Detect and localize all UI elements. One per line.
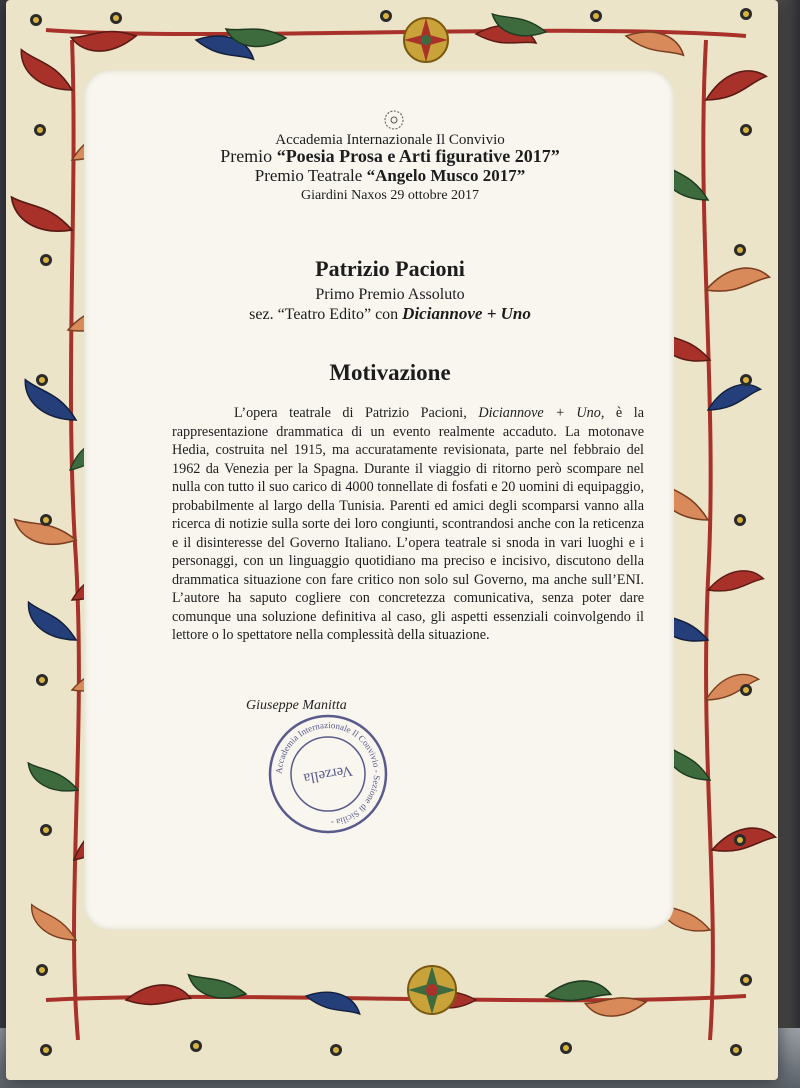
award-title: Primo Premio Assoluto	[315, 286, 465, 303]
place-date: Giardini Naxos 29 ottobre 2017	[300, 188, 480, 203]
award-section: sez. “Teatro Edito” con Diciannove + Uno	[249, 304, 531, 323]
motivation-heading: Motivazione	[329, 360, 451, 385]
motivation-body: L’opera teatrale di Patrizio Pacioni, Diciannove + Uno, è la rappresentazione drammatica di un evento realmente accaduto. La motonave Hedia, costruita nel 1915, ma accuratamente revisionata, parte nel febbraio del 1962 da Venezia per la Spagna. Durante il viaggio di ritorno però scompare nel nulla con tutto il suo carico di 4000 tonnellate di fosfati e 20 uomini di equipaggio, probabilmente al largo della Tunisia. Parenti ed amici degli scomparsi vanno alla ricerca di notizie sulla sorte dei loro congiunti, scontrandosi anche con la reticenza e il disinteresse del Governo Italiano. L’opera teatrale si snoda in vari luoghi e i personaggi, con un linguaggio quotidiano ma preciso e incisivo, discutono della drammatica situazione con fare critico non solo sul Governo, ma anche sull’ENI. L’autore ha saputo cogliere con concretezza comunicativa, senza poter dare comunque una soluzione definitiva al caso, gli aspetti essenziali coinvolgendo il lettore o lo spettatore nella complessità della situazione.	[172, 405, 644, 643]
signature: Giuseppe Manitta	[246, 698, 347, 713]
winner-name: Patrizio Pacioni	[315, 256, 465, 281]
official-stamp	[266, 712, 390, 836]
svg-text:Accademia Internazionale Il Co: Accademia Internazionale Il Convivio - Sezione di Sicilia -	[273, 719, 383, 828]
prize-title: Premio “Poesia Prosa e Arti figurative 2017”	[220, 146, 560, 166]
theatre-prize-title: Premio Teatrale “Angelo Musco 2017”	[254, 166, 526, 185]
academy-name: Accademia Internazionale Il Convivio	[275, 132, 505, 148]
academy-logo	[378, 108, 410, 132]
svg-text:Verzella: Verzella	[302, 761, 354, 787]
